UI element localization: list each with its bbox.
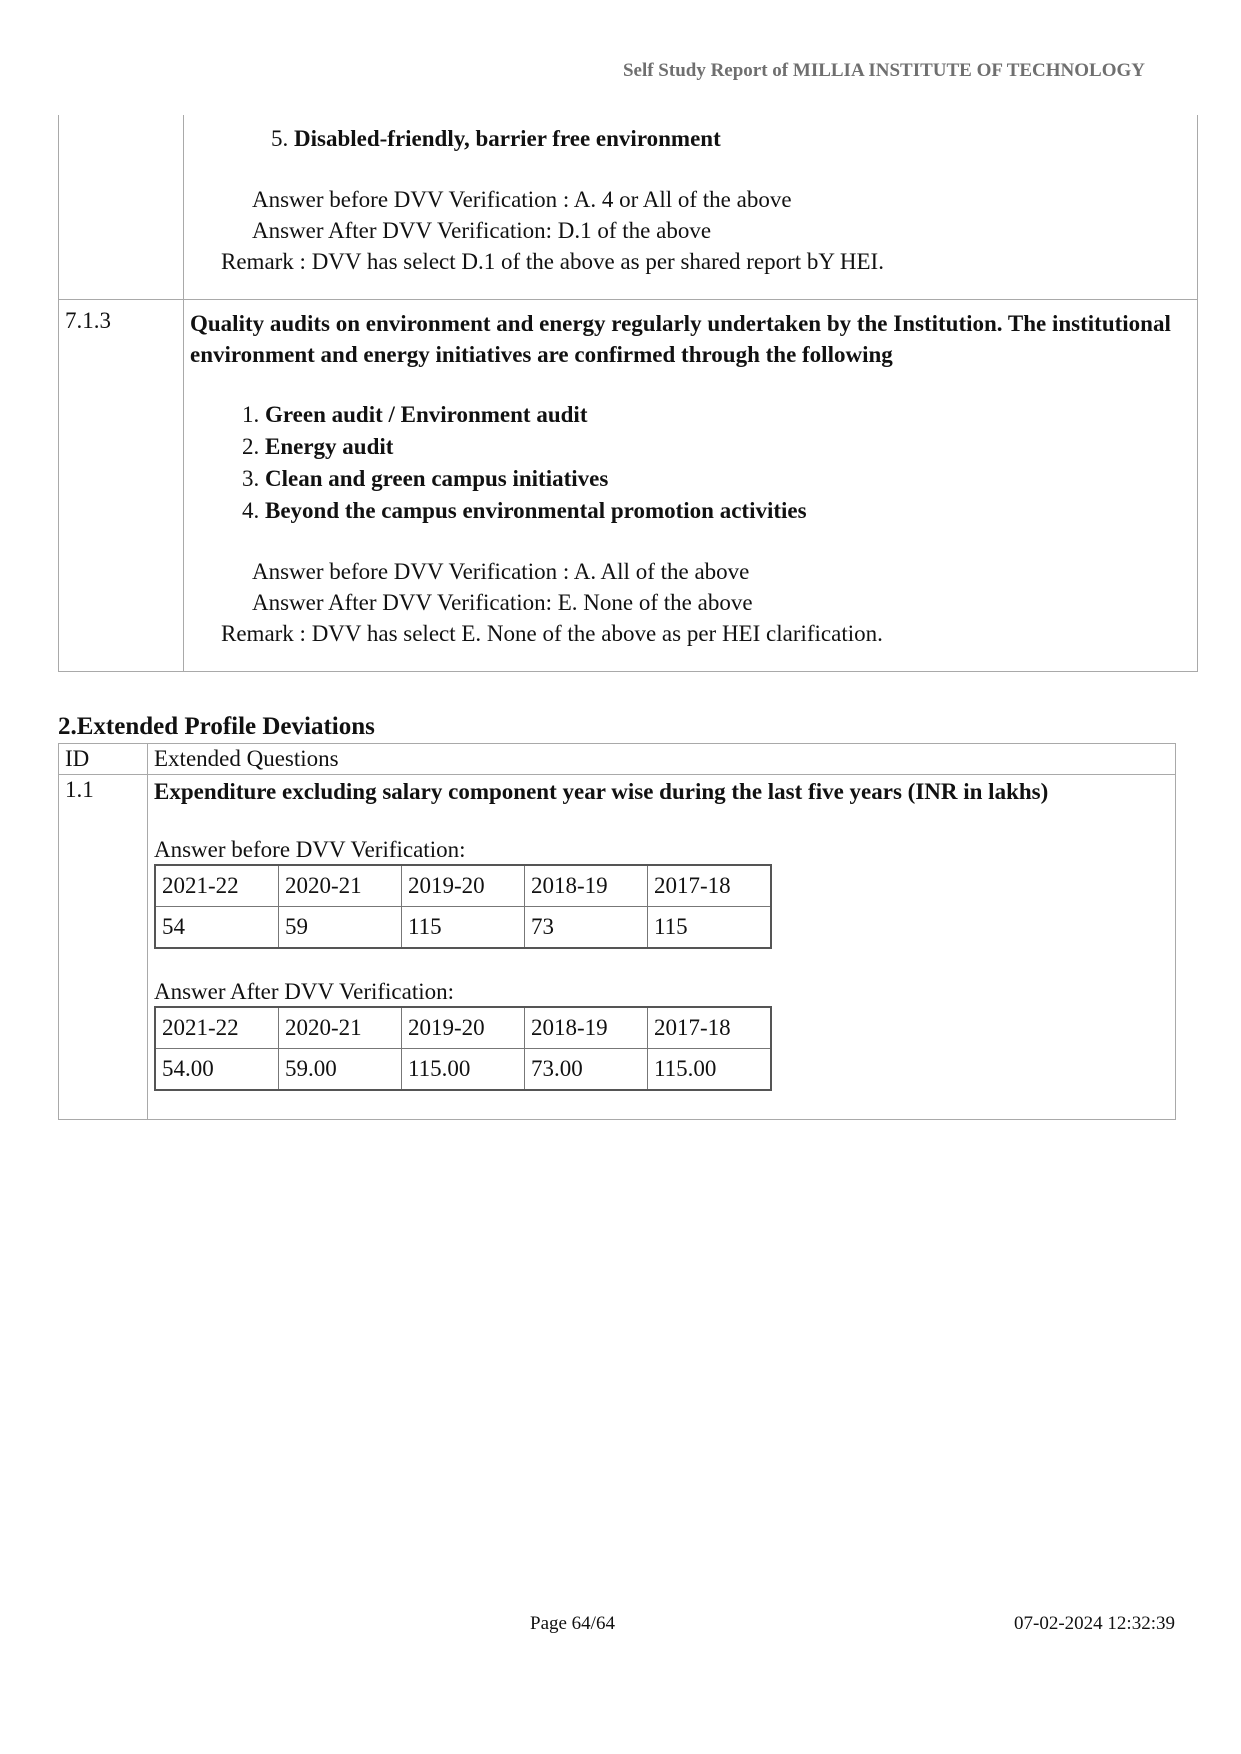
after-label: Answer After DVV Verification: xyxy=(154,979,454,1004)
value-cell: 54.00 xyxy=(155,1049,279,1091)
value-cell: 54 xyxy=(155,907,279,949)
answer-after: Answer After DVV Verification: D.1 of the above xyxy=(252,218,712,243)
table-row xyxy=(59,775,1176,1120)
metric-row-7-1-3 xyxy=(59,300,1198,672)
option-item xyxy=(190,123,1191,155)
year-cell: 2018-19 xyxy=(525,1007,648,1049)
remark: Remark : DVV has select E. None of the above as per HEI clarification. xyxy=(221,621,883,646)
value-cell: 115 xyxy=(402,907,525,949)
value-cell: 115 xyxy=(648,907,772,949)
year-header-row xyxy=(155,865,771,907)
option-number: 5. xyxy=(271,126,289,151)
metric-id: 7.1.3 xyxy=(59,300,184,672)
extended-profile-table xyxy=(58,743,1176,1120)
footer-timestamp: 07-02-2024 12:32:39 xyxy=(1014,1613,1175,1634)
row-id: 1.1 xyxy=(59,775,148,1120)
value-cell: 115.00 xyxy=(402,1049,525,1091)
answer-before: Answer before DVV Verification : A. 4 or All of the above xyxy=(252,187,792,212)
section-title: 2.Extended Profile Deviations xyxy=(58,713,375,740)
answer-after: Answer After DVV Verification: E. None of the above xyxy=(252,590,753,615)
remark: Remark : DVV has select D.1 of the above as per shared report bY HEI. xyxy=(221,249,884,274)
year-cell: 2019-20 xyxy=(402,1007,525,1049)
metric-id-cell xyxy=(59,115,184,300)
metric-question: Quality audits on environment and energy regularly undertaken by the Institution. The institutional environment and energy initiatives are confirmed through the following xyxy=(190,311,1171,367)
metrics-table xyxy=(58,115,1198,672)
value-cell: 73 xyxy=(525,907,648,949)
option-item: 3. Clean and green campus initiatives xyxy=(265,463,1191,495)
page-number: Page 64/64 xyxy=(530,1613,615,1634)
column-header-id: ID xyxy=(59,744,148,775)
value-row xyxy=(155,1049,771,1091)
value-cell: 59 xyxy=(279,907,402,949)
year-cell: 2019-20 xyxy=(402,865,525,907)
option-item: 4. Beyond the campus environmental promotion activities xyxy=(265,495,1191,527)
year-cell: 2021-22 xyxy=(155,865,279,907)
year-header-row xyxy=(155,1007,771,1049)
value-row xyxy=(155,907,771,949)
answer-before: Answer before DVV Verification : A. All of the above xyxy=(252,559,750,584)
after-values-table xyxy=(154,1006,772,1091)
report-header: Self Study Report of MILLIA INSTITUTE OF TECHNOLOGY xyxy=(622,60,1145,81)
row-content xyxy=(148,775,1176,1120)
value-cell: 73.00 xyxy=(525,1049,648,1091)
value-cell: 115.00 xyxy=(648,1049,772,1091)
year-cell: 2020-21 xyxy=(279,865,402,907)
column-header-questions: Extended Questions xyxy=(148,744,1176,775)
year-cell: 2017-18 xyxy=(648,865,772,907)
option-text: Disabled-friendly, barrier free environment xyxy=(294,126,721,151)
extended-question: Expenditure excluding salary component year wise during the last five years (INR in lakhs) xyxy=(154,779,1049,804)
continued-metric-row xyxy=(59,115,1198,300)
metric-content-cell xyxy=(184,300,1198,672)
option-item: 1. Green audit / Environment audit xyxy=(265,399,1191,431)
value-cell: 59.00 xyxy=(279,1049,402,1091)
year-cell: 2017-18 xyxy=(648,1007,772,1049)
year-cell: 2018-19 xyxy=(525,865,648,907)
before-values-table xyxy=(154,864,772,949)
options-list xyxy=(190,399,1191,527)
before-label: Answer before DVV Verification: xyxy=(154,837,466,862)
table-header-row xyxy=(59,744,1176,775)
option-item: 2. Energy audit xyxy=(265,431,1191,463)
year-cell: 2021-22 xyxy=(155,1007,279,1049)
metric-content-cell xyxy=(184,115,1198,300)
year-cell: 2020-21 xyxy=(279,1007,402,1049)
